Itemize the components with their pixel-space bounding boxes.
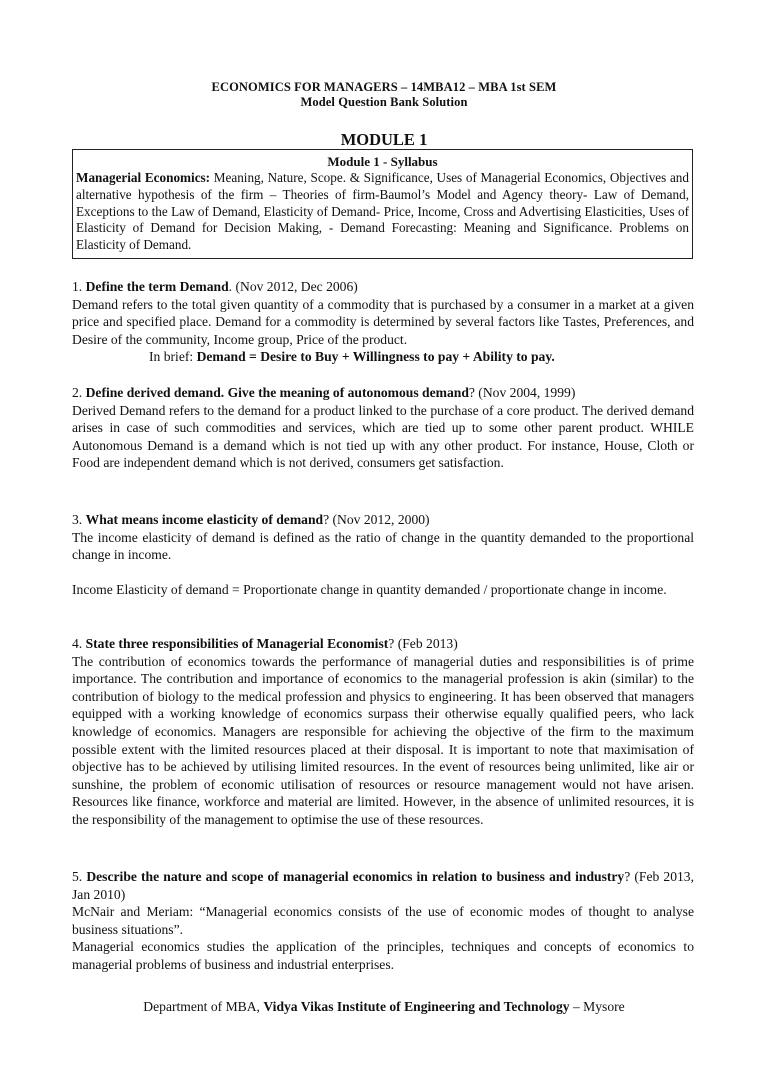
question-number: 5. — [72, 869, 87, 884]
syllabus-lead: Managerial Economics: — [76, 170, 211, 185]
question-meta: ? (Feb 2013, Jan 2010) — [72, 869, 695, 902]
answer-text: The income elasticity of demand is defined as the ratio of change in the quantity demanded to the proportional change in income. — [72, 529, 694, 563]
answer-formula: Income Elasticity of demand = Proportionate change in quantity demanded / proportionate change in income. — [72, 582, 667, 598]
question-meta: ? (Feb 2013) — [388, 636, 458, 651]
document-title: ECONOMICS FOR MANAGERS – 14MBA12 – MBA 1st SEM — [211, 80, 557, 94]
question-heading — [72, 511, 694, 529]
question-heading — [72, 278, 694, 296]
question-number: 1. — [72, 279, 86, 294]
answer-brief — [72, 348, 694, 366]
syllabus-title: Module 1 - Syllabus — [327, 154, 438, 169]
brief-label: In brief: — [149, 349, 197, 365]
answer-text-2: Managerial economics studies the application of the principles, techniques and concepts of economics to managerial problems of business and industrial enterprises. — [72, 939, 694, 972]
question-heading — [72, 635, 694, 653]
question-text: Describe the nature and scope of managerial economics in relation to business and industry — [86, 869, 625, 884]
footer-suffix: – Mysore — [569, 999, 625, 1014]
brief-formula: Demand = Desire to Buy + Willingness to pay + Ability to pay. — [196, 349, 555, 365]
answer-text: The contribution of economics towards the performance of managerial duties and responsibilities is of prime importance. The contribution and importance of economics to the managerial profession is akin (similar) to the contribution of biology to the medical profession and physics to engineering. It has been observed that managers equipped with a working knowledge of economics surpass their otherwise equally qualified peers, who lack knowledge of economics. Managers are responsible for achieving the objective of the firm to the maximum possible extent with the limited resources placed at their disposal. It is important to note that maximisation of objective has to be achieved by utilising limited resources. In the event of resources being unlimited, like air or sunshine, the problem of economic utilisation of resources or resource management would not have arisen. Resources like finance, workforce and material are limited. However, in the absence of unlimited resources, it is the responsibility of the management to optimise the use of these resources. — [72, 653, 694, 827]
question-block-4 — [72, 635, 694, 829]
question-text: Define derived demand. Give the meaning of autonomous demand — [85, 385, 469, 400]
question-heading — [72, 384, 694, 402]
document-subtitle: Model Question Bank Solution — [300, 95, 468, 109]
question-number: 3. — [72, 512, 86, 527]
answer-text: Derived Demand refers to the demand for a product linked to the purchase of a core product. The derived demand arises in case of such commodities and services, which are tied up to some other parent product. WHILE Autonomous Demand is a demand which is not tied up with any other product. For instance, House, Cloth or Food are independent demand which is not derived, consumers get satisfaction. — [72, 402, 694, 471]
question-meta: ? (Nov 2004, 1999) — [468, 385, 576, 400]
question-number: 4. — [72, 636, 86, 651]
question-text: What means income elasticity of demand — [85, 512, 324, 527]
question-meta: ? (Nov 2012, 2000) — [323, 512, 430, 527]
question-block-1 — [72, 278, 694, 366]
question-heading — [72, 868, 694, 903]
module-heading: MODULE 1 — [340, 130, 428, 149]
syllabus-box — [72, 149, 693, 259]
question-block-5 — [72, 868, 694, 974]
question-number: 2. — [72, 385, 86, 400]
syllabus-body: Meaning, Nature, Scope. & Significance, Uses of Managerial Economics, Objectives and alternative hypothesis of the firm – Theories of firm-Baumol’s Model and Agency theory- Law of Demand, Exceptions to the Law of Demand, Elasticity of Demand- Price, Income, Cross and Advertising Elasticities, Uses of Elasticity of Demand for Decision Making, - Demand Forecasting: Meaning and Significance. Problems on Elasticity of Demand. — [76, 170, 689, 253]
question-block-2 — [72, 384, 694, 472]
syllabus-text — [73, 170, 692, 254]
answer-text: Demand refers to the total given quantity of a commodity that is purchased by a consumer in a market at a given price and specified place. Demand for a commodity is determined by several factors like Tastes, Preferences, and Desire of the community, Income group, Price of the product. — [72, 296, 694, 347]
footer-prefix: Department of MBA, — [143, 999, 264, 1014]
answer-text: McNair and Meriam: “Managerial economics consists of the use of economic modes of thought to analyse business situations”. — [72, 904, 694, 937]
footer-institute: Vidya Vikas Institute of Engineering and Technology — [263, 999, 570, 1014]
question-meta: . (Nov 2012, Dec 2006) — [228, 279, 358, 294]
question-text: State three responsibilities of Managerial Economist — [85, 636, 389, 651]
page-footer — [0, 999, 768, 1015]
question-block-3 — [72, 511, 694, 599]
question-text: Define the term Demand — [85, 279, 229, 294]
